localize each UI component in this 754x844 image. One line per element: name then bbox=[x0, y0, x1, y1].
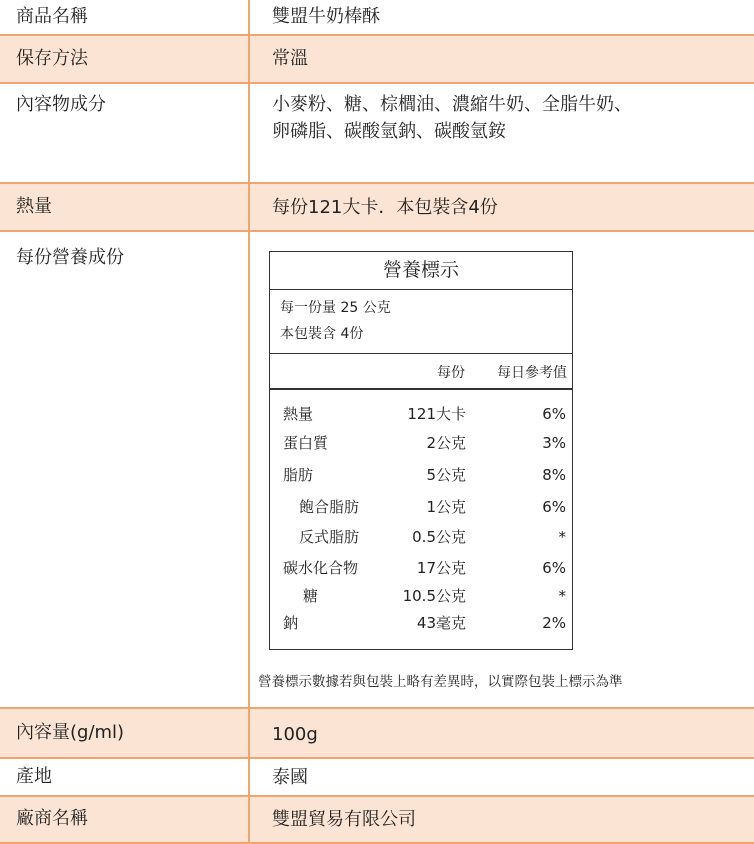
nutrient-amount: 5公克 bbox=[426, 466, 466, 484]
nutrient-row bbox=[270, 526, 572, 548]
nutrient-name: 糖 bbox=[303, 587, 319, 605]
net-content-label: 內容量(g/ml) bbox=[16, 722, 125, 743]
row-calories bbox=[0, 184, 754, 232]
manufacturer-label: 廠商名稱 bbox=[16, 808, 88, 829]
nutrient-row bbox=[270, 557, 572, 579]
nutrient-daily-value: 2% bbox=[542, 614, 566, 632]
nutrition-facts-title: 營養標示 bbox=[382, 259, 459, 281]
nutrient-amount: 10.5公克 bbox=[402, 587, 466, 605]
nutrient-name: 鈉 bbox=[283, 614, 299, 632]
column-divider bbox=[248, 0, 250, 844]
ingredients-label: 內容物成分 bbox=[16, 94, 106, 115]
ingredients-value-line-1: 小麥粉、糖、棕櫚油、濃縮牛奶、全脂牛奶、 bbox=[272, 94, 632, 115]
product-name-label: 商品名稱 bbox=[16, 6, 88, 27]
nutrition-label: 每份營養成份 bbox=[16, 247, 124, 268]
nutrient-name: 脂肪 bbox=[283, 466, 314, 484]
nutrient-name: 蛋白質 bbox=[283, 434, 329, 452]
manufacturer-value: 雙盟貿易有限公司 bbox=[272, 809, 416, 830]
nutrient-amount: 0.5公克 bbox=[412, 528, 466, 546]
origin-label: 產地 bbox=[16, 766, 52, 787]
nutrient-daily-value: 8% bbox=[542, 466, 566, 484]
nutrient-amount: 121大卡 bbox=[407, 405, 466, 423]
calories-label: 熱量 bbox=[16, 196, 52, 217]
nutrition-title-divider bbox=[270, 289, 572, 290]
row-product-name bbox=[0, 0, 754, 36]
nutrient-daily-value: 6% bbox=[542, 559, 566, 577]
nutrition-facts-panel bbox=[269, 251, 573, 650]
nutrient-amount: 2公克 bbox=[426, 434, 466, 452]
nutrient-row bbox=[270, 432, 572, 454]
row-ingredients bbox=[0, 84, 754, 184]
column-header-per-serving: 每份 bbox=[437, 365, 465, 381]
row-net-content bbox=[0, 709, 754, 759]
nutrient-amount: 1公克 bbox=[426, 498, 466, 516]
nutrient-name: 反式脂肪 bbox=[299, 528, 360, 546]
nutrition-disclaimer: 營養標示數據若與包裝上略有差異時，以實際包裝上標示為準 bbox=[258, 674, 623, 690]
nutrient-name: 熱量 bbox=[283, 405, 314, 423]
nutrient-name: 飽合脂肪 bbox=[299, 498, 360, 516]
header-divider bbox=[270, 388, 572, 390]
storage-value: 常溫 bbox=[272, 48, 308, 69]
ingredients-value-line-2: 卵磷脂、碳酸氫鈉、碳酸氫銨 bbox=[272, 121, 506, 142]
serving-size: 每一份量 25 公克 bbox=[280, 300, 391, 316]
nutrient-row bbox=[270, 585, 572, 607]
row-origin bbox=[0, 759, 754, 797]
nutrient-row bbox=[270, 464, 572, 486]
nutrient-name: 碳水化合物 bbox=[283, 559, 359, 577]
storage-label: 保存方法 bbox=[16, 48, 88, 69]
nutrient-row bbox=[270, 496, 572, 518]
nutrient-amount: 43毫克 bbox=[416, 614, 466, 632]
nutrient-daily-value: 6% bbox=[542, 498, 566, 516]
nutrient-daily-value: * bbox=[558, 528, 566, 546]
nutrient-row bbox=[270, 612, 572, 634]
calories-value: 每份121大卡．本包裝含4份 bbox=[272, 197, 498, 218]
serving-divider bbox=[270, 353, 572, 354]
row-storage bbox=[0, 36, 754, 84]
nutrient-amount: 17公克 bbox=[416, 559, 466, 577]
servings-per-pack: 本包裝含 4份 bbox=[280, 326, 364, 342]
product-name-value: 雙盟牛奶棒酥 bbox=[272, 6, 380, 27]
nutrient-daily-value: 3% bbox=[542, 434, 566, 452]
net-content-value: 100g bbox=[272, 724, 318, 745]
nutrient-row bbox=[270, 403, 572, 425]
origin-value: 泰國 bbox=[272, 767, 308, 788]
nutrient-daily-value: 6% bbox=[542, 405, 566, 423]
column-header-daily-value: 每日參考值 bbox=[497, 365, 567, 381]
nutrient-daily-value: * bbox=[558, 587, 566, 605]
row-manufacturer bbox=[0, 797, 754, 844]
